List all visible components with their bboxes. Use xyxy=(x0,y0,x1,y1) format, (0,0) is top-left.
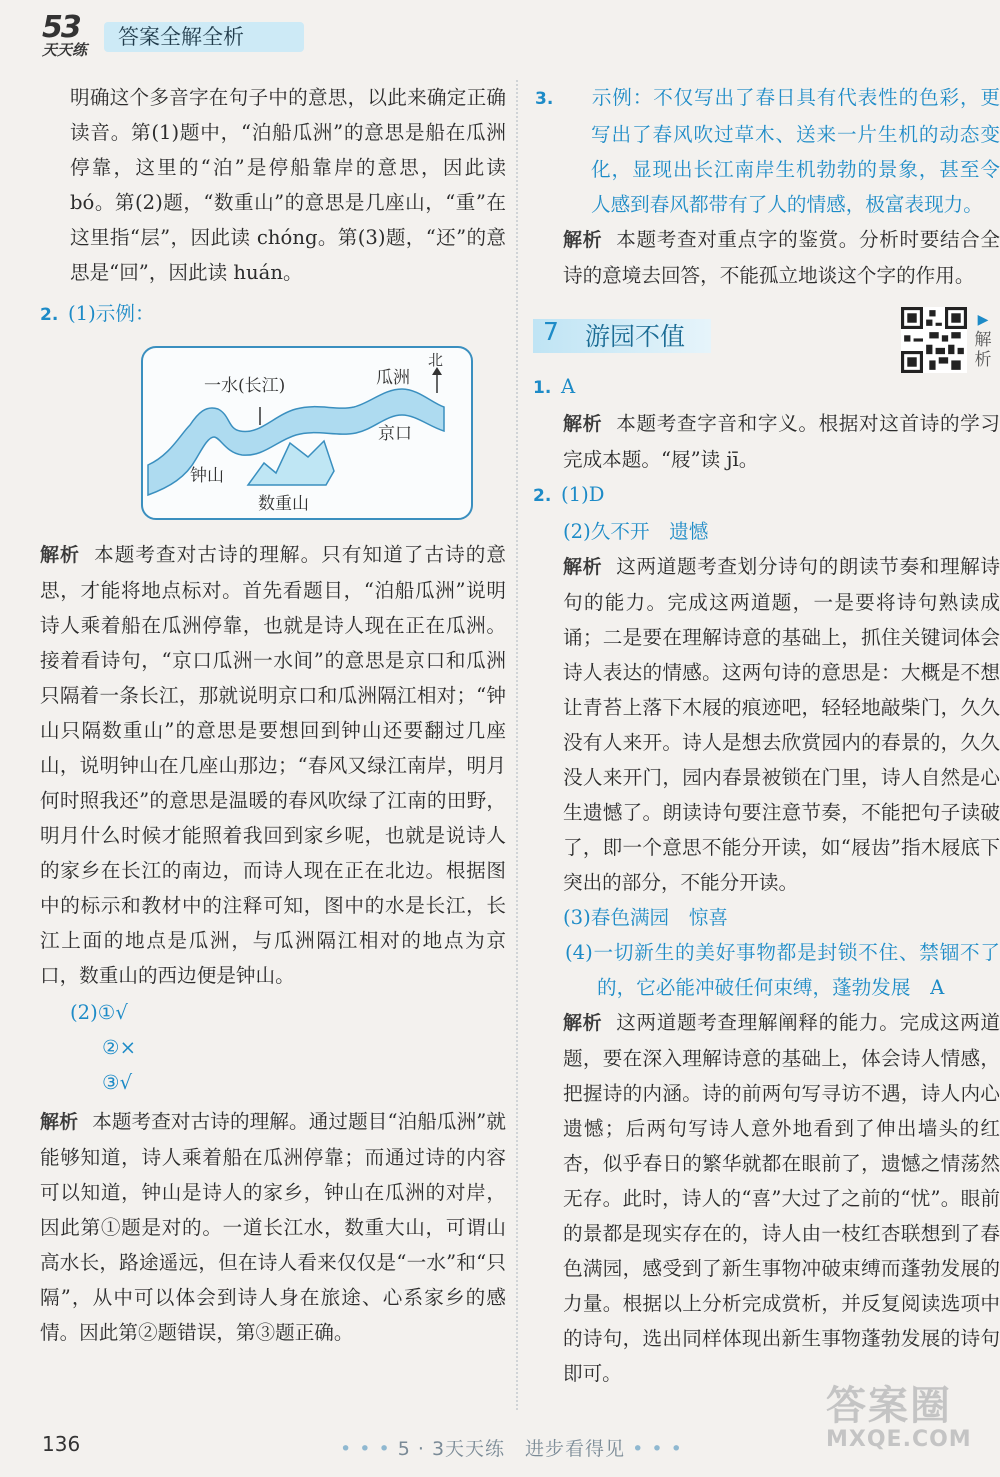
analysis-tag: 解析 xyxy=(563,556,603,578)
map-label-guazhou: 瓜洲 xyxy=(376,368,410,388)
question-3 xyxy=(533,80,1000,222)
analysis-1-text: 本题考查对古诗的理解。只有知道了古诗的意思，才能将地点标对。首先看题目，“泊船瓜洲”说明诗人乘着船在瓜洲停靠，也就是诗人现在正在瓜洲。接着看诗句，“京口瓜洲一水间”的意思是京口和瓜洲只隔着一条长江，那就说明京口和瓜洲隔江相对；“钟山只隔数重山”的意思是要想回到钟山还要翻过几座山，说明钟山在几座山那边；“春风又绿江南岸，明月何时照我还”的意思是温暖的春风吹绿了江南的田野，明月什么时候才能照着我回到家乡呢，也就是说诗人的家乡在长江的南边，而诗人现在正在北边。根据图中的标示和教材中的注释可知，图中的水是长江，长江上面的地点是瓜洲，与瓜洲隔江相对的地点为京口，数重山的西边便是钟山。 xyxy=(40,543,506,987)
qr-code-icon[interactable] xyxy=(901,307,967,373)
question-number: 1. xyxy=(533,378,552,398)
footer-slogan xyxy=(340,1434,683,1461)
watermark-logo xyxy=(826,1384,991,1464)
analysis-tag: 解析 xyxy=(40,544,81,566)
section-title: 游园不值 xyxy=(585,322,686,351)
play-icon: ▶ xyxy=(977,312,989,328)
s2-answer-4: (4)一切新生的美好事物都是封锁不住、禁锢不了的，它必能冲破任何束缚，蓬勃发展 A xyxy=(565,941,1000,999)
page-number: 136 xyxy=(42,1432,81,1456)
analysis-2 xyxy=(40,1104,506,1350)
question-2-heading xyxy=(40,296,506,333)
brand-logo xyxy=(42,10,106,60)
analysis-4-text: 本题考查字音和字义。根据对这首诗的学习完成本题。“屐”读 jī。 xyxy=(563,412,1000,471)
footer-dots-left: • • • xyxy=(340,1438,391,1460)
right-column xyxy=(533,80,1000,1391)
map-label-north: 北 xyxy=(428,351,444,369)
analysis-tag: 解析 xyxy=(40,1111,79,1133)
section-heading xyxy=(533,307,1000,369)
question-3-answer: 示例：不仅写出了春日具有代表性的色彩，更写出了春风吹过草木、送来一片生机的动态变化，显现出长江南岸生机勃勃的景象，甚至令人感到春风都带有了人的情感，极富表现力。 xyxy=(591,86,1000,216)
map-diagram xyxy=(140,345,476,523)
q2-sub2-b: ②× xyxy=(102,1036,136,1059)
analysis-2-text: 本题考查对古诗的理解。通过题目“泊船瓜洲”就能够知道，诗人乘着船在瓜洲停靠；而通过诗的内容可以知道，钟山是诗人的家乡，钟山在瓜洲的对岸，因此第①题是对的。一道长江水，数重大山，可谓山高水长，路途遥远，但在诗人看来仅仅是“一水”和“只隔”，从中可以体会到诗人身在旅途、心系家乡的感情。因此第②题错误，第③题正确。 xyxy=(40,1110,506,1344)
map-label-zhongshan: 钟山 xyxy=(190,466,224,486)
question-number: 3. xyxy=(535,89,554,109)
s2-answer-1: (1)D xyxy=(561,483,605,506)
s1-answer: A xyxy=(561,375,576,398)
map-label-shuchongshan: 数重山 xyxy=(258,494,309,514)
qr-label-text: 解析 xyxy=(974,330,992,370)
question-number: 2. xyxy=(533,486,552,506)
footer-dots-right: • • • xyxy=(632,1438,683,1460)
q2-sub2-c: ③√ xyxy=(102,1071,133,1094)
analysis-4 xyxy=(533,406,1000,477)
analysis-6-text: 这两道题考查理解阐释的能力。完成这两道题，要在深入理解诗意的基础上，体会诗人情感，把握诗的内涵。诗的前两句写寻访不遇，诗人内心遗憾；后两句写诗人意外地看到了伸出墙头的红杏，似乎春日的繁华就都在眼前了，遗憾之情荡然无存。此时，诗人的“喜”大过了之前的“忧”。眼前的景都是现实存在的，诗人由一枝红杏联想到了春色满园，感受到了新生事物冲破束缚而蓬勃发展的力量。根据以上分析完成赏析，并反复阅读选项中的诗句，选出同样体现出新生事物蓬勃发展的诗句即可。 xyxy=(563,1011,1000,1385)
paragraph-continuation: 明确这个多音字在句子中的意思，以此来确定正确读音。第(1)题中，“泊船瓜洲”的意思是船在瓜洲停靠，这里的“泊”是停船靠岸的意思，因此读 bó。第(2)题，“数重山”的意思是几座山，“重”在这里指“层”，因此读 chóng。第(3)题，“还”的意思是“回”，因此读 huán。 xyxy=(70,86,506,284)
analysis-3 xyxy=(533,222,1000,293)
watermark-line1: 答案圈 xyxy=(826,1383,952,1429)
analysis-tag: 解析 xyxy=(563,229,603,251)
logo-number: 53 xyxy=(42,10,80,45)
analysis-1 xyxy=(40,537,506,993)
watermark-line2: MXQE.COM xyxy=(826,1427,972,1452)
map-label-yishui: 一水(长江) xyxy=(204,376,286,396)
logo-text: 天天练 xyxy=(42,41,88,59)
question-number: 2. xyxy=(40,305,59,325)
header-title: 答案全解全析 xyxy=(118,25,244,49)
question-2-sub1: (1)示例： xyxy=(68,302,155,325)
analysis-5 xyxy=(533,549,1000,900)
s1 xyxy=(533,369,1000,406)
page-header xyxy=(40,10,300,59)
analysis-6 xyxy=(533,1005,1000,1391)
qr-label xyxy=(973,309,993,370)
analysis-5-text: 这两道题考查划分诗句的朗读节奏和理解诗句的能力。完成这两道题，一是要将诗句熟读成诵；二是要在理解诗意的基础上，抓住关键词体会诗人表达的情感。这两句诗的意思是：大概是不想让青苔上落下木屐的痕迹吧，轻轻地敲柴门，久久没有人来开。诗人是想去欣赏园内的春景的，久久没人来开门，园内春景被锁在门里，诗人自然是心生遗憾了。朗读诗句要注意节奏，不能把句子读破了，即一个意思不能分开读，如“屐齿”指木屐底下突出的部分，不能分开读。 xyxy=(563,555,1000,894)
left-column xyxy=(40,80,506,1350)
s2-answer-2: (2)久不开 遗憾 xyxy=(563,520,709,543)
section-number: 7 xyxy=(543,317,559,346)
s2 xyxy=(533,477,1000,514)
s2-answer-3: (3)春色满园 惊喜 xyxy=(563,906,728,929)
q2-sub2-a: (2)①√ xyxy=(70,1001,128,1024)
analysis-3-text: 本题考查对重点字的鉴赏。分析时要结合全诗的意境去回答，不能孤立地谈这个字的作用。 xyxy=(563,228,1000,287)
analysis-tag: 解析 xyxy=(563,1012,603,1034)
analysis-tag: 解析 xyxy=(563,413,603,435)
map-label-jingkou: 京口 xyxy=(378,424,412,444)
footer-slogan-text: 5 · 3天天练 进步看得见 xyxy=(397,1438,626,1460)
column-divider xyxy=(516,80,518,1410)
